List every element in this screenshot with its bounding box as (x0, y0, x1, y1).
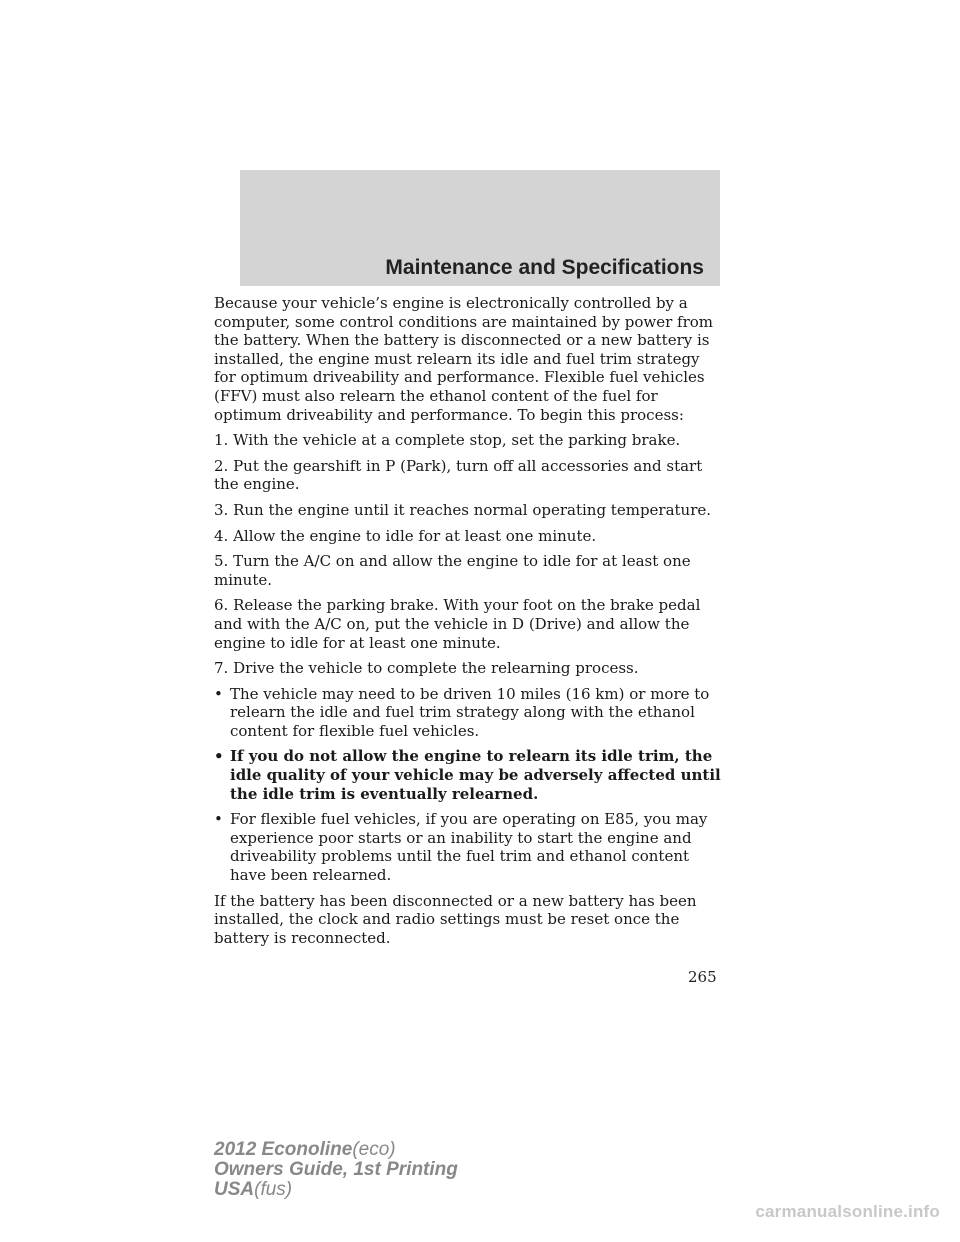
step-5: 5. Turn the A/C on and allow the engine to idle for at least one minute. (214, 552, 691, 589)
footer-line-model (214, 1140, 458, 1160)
document-footer (214, 1140, 458, 1200)
page-content (214, 294, 724, 954)
bullet-text: If you do not allow the engine to relearn its idle trim, the idle quality of your vehicle may be adversely affected until the idle trim is eventually relearned. (230, 747, 721, 803)
bullet-item (214, 685, 724, 741)
footer-line-market (214, 1180, 458, 1200)
bullet-icon: • (214, 810, 223, 829)
bullet-item-warning (214, 747, 724, 803)
footer-market: USA (214, 1179, 255, 1200)
site-watermark: carmanualsonline.info (755, 1202, 940, 1221)
footer-market-code: (fus) (254, 1179, 293, 1200)
section-header-bar (240, 170, 720, 286)
bullet-icon: • (214, 747, 224, 766)
step-2: 2. Put the gearshift in P (Park), turn off all accessories and start the engine. (214, 456, 703, 494)
bullet-item (214, 810, 724, 884)
bullet-text: For flexible fuel vehicles, if you are operating on E85, you may experience poor starts or an inability to start the engine and driveability problems until the fuel trim and ethanol content have been relearned. (230, 810, 708, 885)
bullet-text: The vehicle may need to be driven 10 miles (16 km) or more to relearn the idle and fuel trim strategy along with the ethanol content for flexible fuel vehicles. (230, 684, 710, 740)
step-6: 6. Release the parking brake. With your foot on the brake pedal and with the A/C on, put the vehicle in D (Drive) and allow the engine to idle for at least one minute. (214, 596, 701, 652)
bullet-icon: • (214, 684, 223, 703)
footer-model: 2012 Econoline (214, 1139, 353, 1160)
step-4: 4. Allow the engine to idle for at least one minute. (214, 526, 597, 545)
step-1: 1. With the vehicle at a complete stop, set the parking brake. (214, 431, 681, 450)
footer-model-code: (eco) (352, 1139, 396, 1160)
section-title: Maintenance and Specifications (385, 256, 704, 279)
page-number: 265 (688, 968, 717, 986)
intro-paragraph: Because your vehicle’s engine is electronically controlled by a computer, some control conditions are maintained by power from the battery. When the battery is disconnected or a new battery is installed, the engine must relearn its idle and fuel trim strategy for optimum driveability and performance. Flexible fuel vehicles (FFV) must also relearn the ethanol content of the fuel for optimum driveability and performance. To begin this process: (214, 294, 714, 424)
step-3: 3. Run the engine until it reaches normal operating temperature. (214, 500, 712, 519)
closing-paragraph: If the battery has been disconnected or a new battery has been installed, the clock and radio settings must be reset once the battery is reconnected. (214, 891, 697, 947)
footer-line-edition: Owners Guide, 1st Printing (214, 1159, 458, 1180)
step-7: 7. Drive the vehicle to complete the relearning process. (214, 659, 639, 678)
